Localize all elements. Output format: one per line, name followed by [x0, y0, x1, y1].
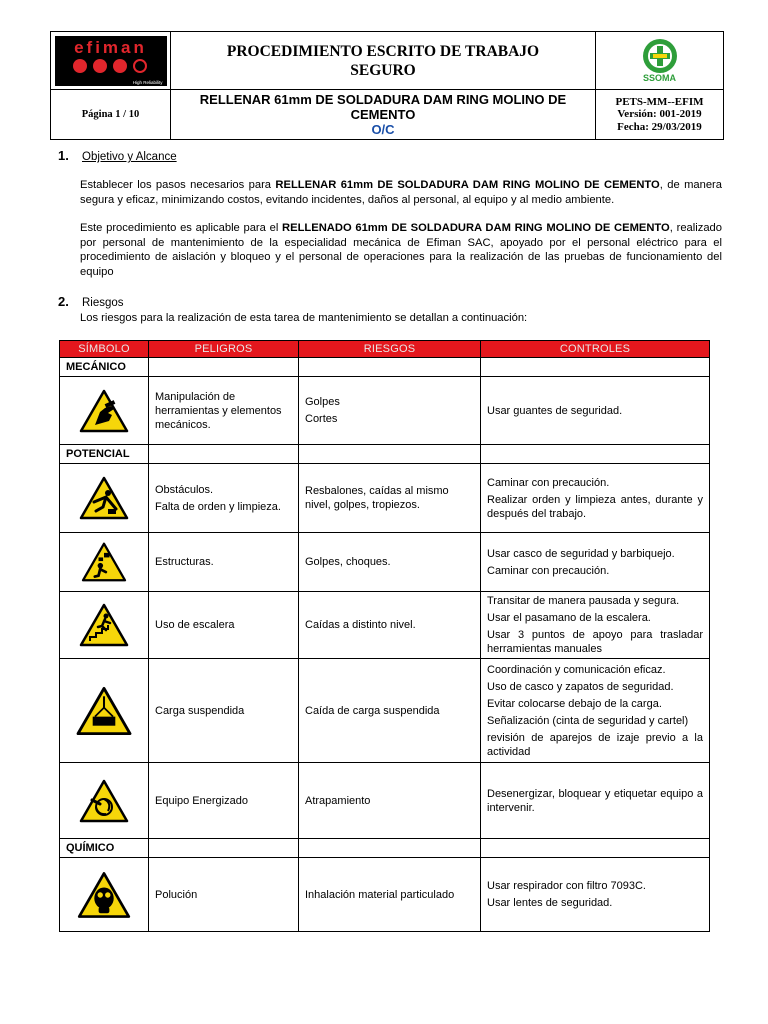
section-1-heading: 1. Objetivo y Alcance	[58, 148, 177, 163]
document-header	[50, 31, 724, 140]
col-header-peligros: PELIGROS	[149, 341, 299, 358]
table-row: Carga suspendida Caída de carga suspendida Coordinación y comunicación eficaz. Uso de casco y zapatos de seguridad. Evitar colocarse debajo de la carga. Señalización (cinta de seguridad y cartel) revisión de aparejos de izaje previo a la actividad	[60, 659, 710, 763]
category-row-potencial: POTENCIAL	[60, 445, 710, 464]
section-1-paragraph-1: Establecer los pasos necesarios para RELLENAR 61mm DE SOLDADURA DAM RING MOLINO DE CEMENTO, de manera segura y eficaz, minimizando costos, evitando incidentes, daños al personal, al equipo y al medio ambiente.	[80, 179, 723, 206]
ssoma-logo-cell: SSOMA	[596, 32, 724, 90]
table-row: Manipulación de herramientas y elementos mecánicos. Golpes Cortes Usar guantes de seguridad.	[60, 377, 710, 445]
suspended-load-warning-icon	[74, 685, 134, 737]
section-2-heading: 2. Riesgos	[58, 294, 124, 309]
document-subtitle: RELLENAR 61mm DE SOLDADURA DAM RING MOLINO DE CEMENTO O/C	[171, 90, 596, 140]
col-header-controles: CONTROLES	[481, 341, 710, 358]
falling-objects-warning-icon	[80, 541, 128, 583]
document-title: PROCEDIMIENTO ESCRITO DE TRABAJO SEGURO	[171, 32, 596, 90]
logo-cell	[51, 32, 171, 90]
col-header-riesgos: RIESGOS	[299, 341, 481, 358]
category-row-quimico: QUÍMICO	[60, 839, 710, 858]
ssoma-seal-icon	[642, 38, 678, 74]
doc-code: PETS-MM--EFIM	[615, 95, 704, 108]
section-1-paragraph-2: Este procedimiento es aplicable para el RELLENADO 61mm DE SOLDADURA DAM RING MOLINO DE CEMENTO, realizado por personal de mantenimiento de la especialidad mecánica de Efiman SAC, apoyado por el personal eléctrico para el procedimiento de aislación y bloqueo y el personal de operaciones para la realización de las pruebas de funcionamiento del equipo	[80, 222, 722, 278]
category-row-mecanico: MECÁNICO	[60, 358, 710, 377]
trip-hazard-warning-icon	[78, 475, 130, 521]
oc-label: O/C	[371, 122, 395, 137]
efiman-logo: efiman High Reliability	[55, 36, 167, 86]
doc-version: Versión: 001-2019	[617, 108, 702, 121]
doc-date: Fecha: 29/03/2019	[617, 120, 702, 133]
table-row: Obstáculos. Falta de orden y limpieza. Resbalones, caídas al mismo nivel, golpes, tropiezos. Caminar con precaución. Realizar orden y limpieza antes, durante y después del trabajo.	[60, 464, 710, 533]
table-row: Polución Inhalación material particulado Usar respirador con filtro 7093C. Usar lentes de seguridad.	[60, 858, 710, 932]
table-row: Equipo Energizado Atrapamiento Desenergizar, bloquear y etiquetar equipo a intervenir.	[60, 763, 710, 839]
hand-crush-warning-icon	[78, 388, 130, 434]
entanglement-warning-icon	[78, 778, 130, 824]
col-header-simbolo: SÍMBOLO	[60, 341, 149, 358]
page-indicator: Página 1 / 10	[51, 90, 171, 140]
risk-table	[59, 340, 710, 932]
section-2-intro: Los riesgos para la realización de esta tarea de mantenimiento se detallan a continuación:	[80, 312, 528, 324]
risk-table-header	[60, 341, 710, 358]
stairs-fall-warning-icon	[78, 602, 130, 648]
table-row: Estructuras. Golpes, choques. Usar casco de seguridad y barbiquejo. Caminar con precaución.	[60, 533, 710, 592]
document-meta	[596, 90, 724, 140]
respirator-warning-icon	[76, 870, 132, 920]
table-row: Uso de escalera Caídas a distinto nivel. Transitar de manera pausada y segura. Usar el pasamano de la escalera. Usar 3 puntos de apoyo para trasladar herramientas manuales	[60, 592, 710, 659]
